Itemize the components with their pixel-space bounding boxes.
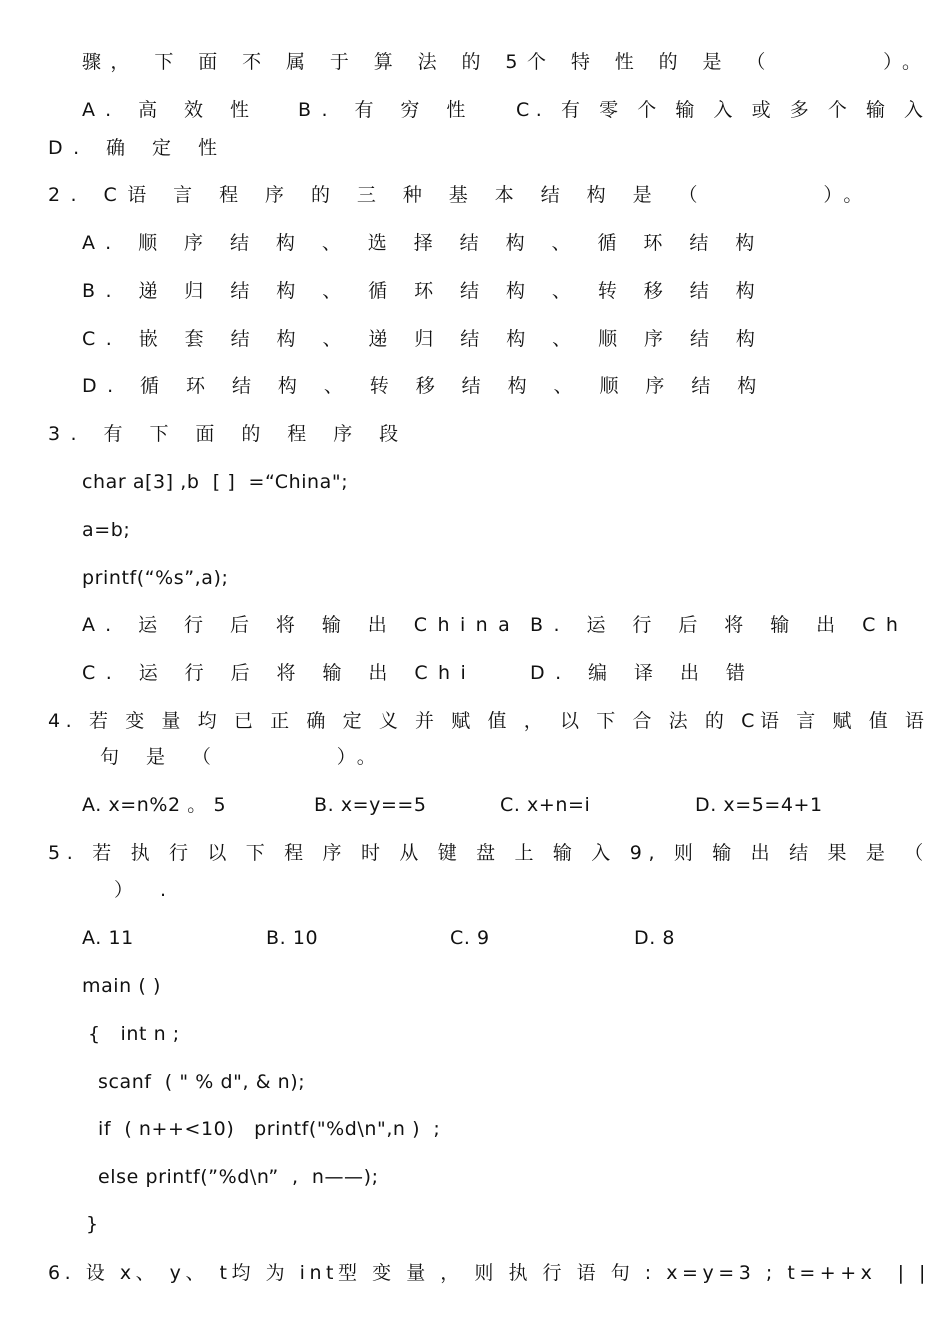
q2-stem: 2. C语 言 程 序 的 三 种 基 本 结 构 是 （ ）。 bbox=[48, 184, 873, 206]
q2-option-d: D. 循 环 结 构 、 转 移 结 构 、 顺 序 结 构 bbox=[82, 375, 767, 397]
q5-code-line-5: else printf(”%d\n” , n——); bbox=[98, 1166, 379, 1188]
q5-code-line-4: if ( n++<10) printf("%d\n",n ) ; bbox=[98, 1118, 441, 1140]
q3-code-line-1: char a[3] ,b [ ] =“China"; bbox=[82, 471, 349, 493]
q2-option-b: B. 递 归 结 构 、 循 环 结 构 、 转 移 结 构 bbox=[82, 280, 766, 302]
q3-option-d: D. 编 译 出 错 bbox=[530, 662, 756, 684]
q3-code-line-2: a=b; bbox=[82, 519, 131, 541]
q3-code-line-3: printf(“%s”,a); bbox=[82, 567, 229, 589]
q3-stem: 3. 有 下 面 的 程 序 段 bbox=[48, 423, 409, 445]
q1-stem-line: 骤， 下 面 不 属 于 算 法 的 5个 特 性 的 是 （ ）。 bbox=[82, 51, 931, 73]
q5-code-line-3: scanf ( " % d", & n); bbox=[98, 1071, 306, 1093]
q5-code-line-1: main ( ) bbox=[82, 975, 161, 997]
q5-code-line-6: } bbox=[86, 1213, 99, 1235]
q5-stem-line-2: ） . bbox=[114, 879, 177, 901]
q2-option-c: C. 嵌 套 结 构 、 递 归 结 构 、 顺 序 结 构 bbox=[82, 328, 766, 350]
q1-option-d: D. 确 定 性 bbox=[48, 137, 228, 159]
q4-stem-line-1: 4. 若 变 量 均 已 正 确 定 义 并 赋 值 ， 以 下 合 法 的 C语 言 赋 值 语 bbox=[48, 710, 930, 732]
q4-stem-line-2: 句 是 （ ）。 bbox=[100, 746, 387, 768]
q5-option-d: D. 8 bbox=[634, 927, 676, 949]
q1-option-b: B. 有 穷 性 bbox=[298, 99, 476, 121]
q4-option-b: B. x=y==5 bbox=[314, 794, 427, 816]
q1-option-a: A. 高 效 性 bbox=[82, 99, 260, 121]
q3-option-c: C. 运 行 后 将 输 出 Chi bbox=[82, 662, 477, 684]
q4-option-a: A. x=n%2 。 5 bbox=[82, 794, 227, 816]
q3-option-b: B. 运 行 后 将 输 出 Ch bbox=[530, 614, 909, 636]
q5-code-line-2: { int n ; bbox=[88, 1023, 180, 1045]
q5-option-c: C. 9 bbox=[450, 927, 490, 949]
q5-stem-line-1: 5. 若 执 行 以 下 程 序 时 从 键 盘 上 输 入 9, 则 输 出 结 果 是 （ bbox=[48, 842, 930, 864]
q3-option-a: A. 运 行 后 将 输 出 China bbox=[82, 614, 521, 636]
q2-option-a: A. 顺 序 结 构 、 选 择 结 构 、 循 环 结 构 bbox=[82, 232, 765, 254]
q5-option-a: A. 11 bbox=[82, 927, 134, 949]
q4-option-d: D. x=5=4+1 bbox=[695, 794, 823, 816]
q5-option-b: B. 10 bbox=[266, 927, 319, 949]
q6-stem: 6. 设 x、 y、 t均 为 int型 变 量 ， 则 执 行 语 句 : x=y=3 ; t=++x | | bbox=[48, 1262, 930, 1284]
q1-option-c: C. 有 零 个 输 入 或 多 个 输 入 bbox=[516, 99, 930, 121]
q4-option-c: C. x+n=i bbox=[500, 794, 591, 816]
